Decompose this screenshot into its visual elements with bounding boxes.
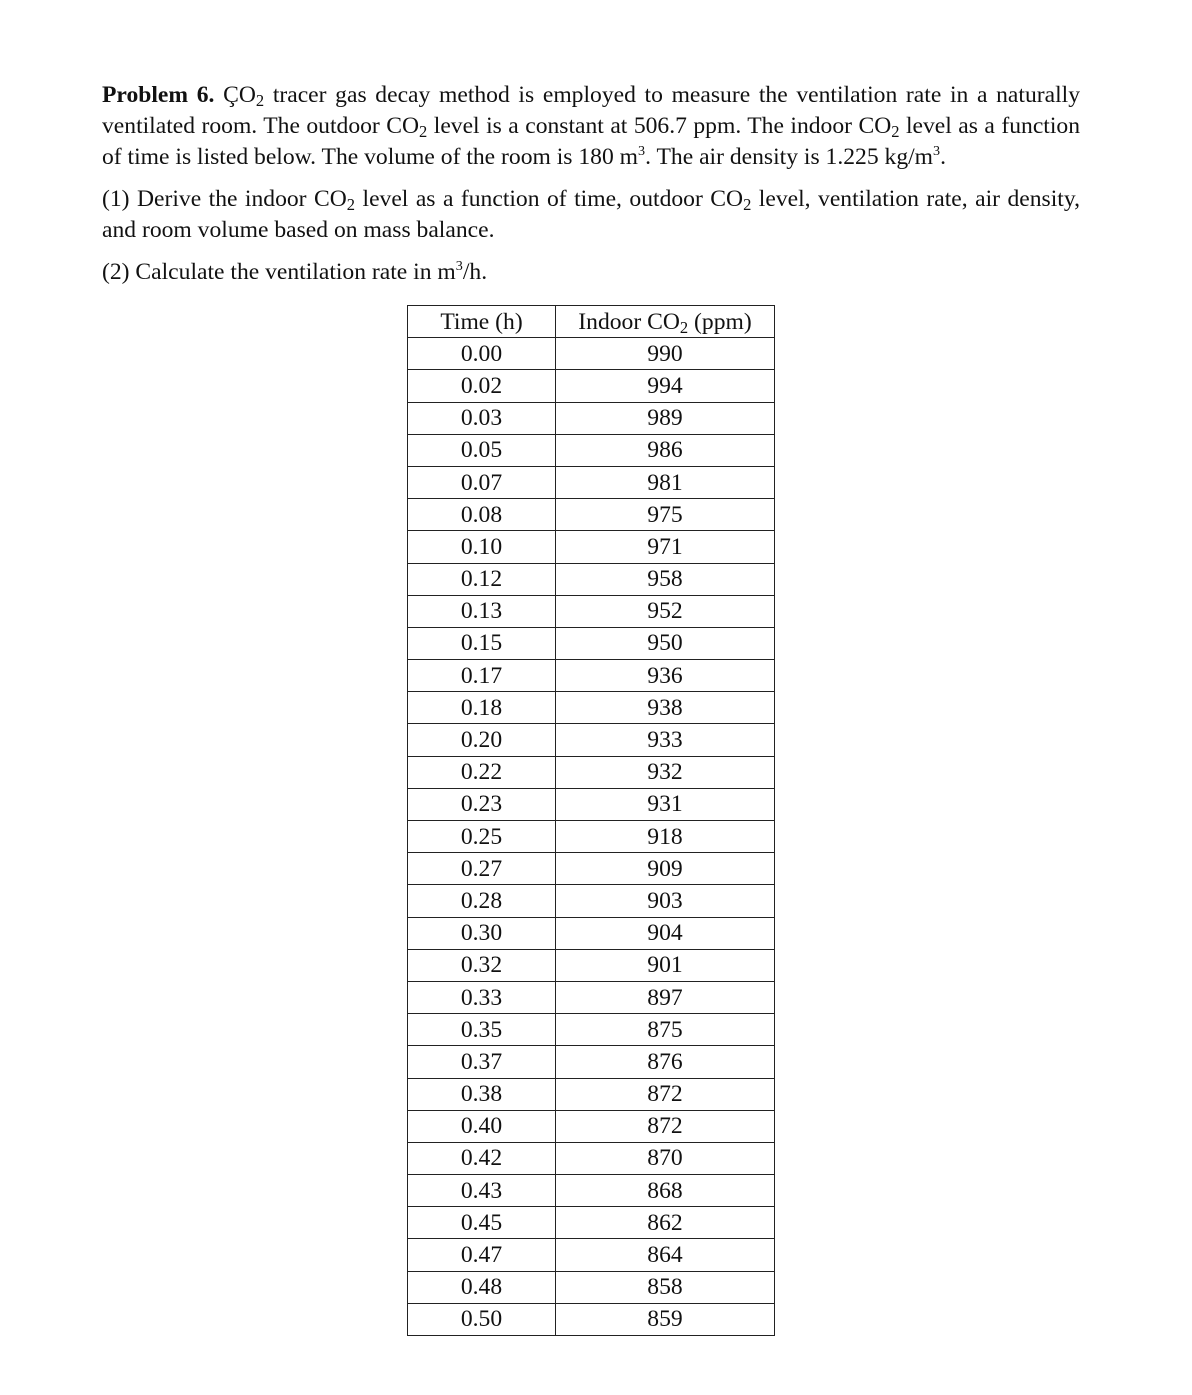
time-cell: 0.08	[408, 499, 556, 531]
time-cell: 0.02	[408, 370, 556, 402]
problem-heading: Problem 6.	[102, 82, 215, 108]
time-cell: 0.30	[408, 917, 556, 949]
time-cell: 0.05	[408, 434, 556, 466]
co2-cell: 904	[556, 917, 775, 949]
table-row	[408, 1175, 775, 1207]
table-row	[408, 1271, 775, 1303]
time-cell: 0.35	[408, 1014, 556, 1046]
co2-cell: 981	[556, 466, 775, 498]
table-row	[408, 1110, 775, 1142]
co2-cell: 868	[556, 1175, 775, 1207]
co2-cell: 933	[556, 724, 775, 756]
table-row	[408, 981, 775, 1013]
time-cell: 0.20	[408, 724, 556, 756]
co2-cell: 932	[556, 756, 775, 788]
header-indoor-co2: Indoor $CO_2$ (ppm)	[556, 306, 775, 338]
time-cell: 0.00	[408, 338, 556, 370]
part-1-question: (1) Derive the indoor $CO_2$ level as a function of time, outdoor $CO_2$ level, ventilation rate, air density, and room volume based on mass balance.	[102, 186, 1080, 243]
table-row	[408, 821, 775, 853]
time-cell: 0.12	[408, 563, 556, 595]
table-row	[408, 885, 775, 917]
co2-cell: 909	[556, 853, 775, 885]
table-row	[408, 434, 775, 466]
time-cell: 0.38	[408, 1078, 556, 1110]
table-row	[408, 1303, 775, 1335]
table-row	[408, 1207, 775, 1239]
time-cell: 0.32	[408, 949, 556, 981]
co2-cell: 989	[556, 402, 775, 434]
time-cell: 0.27	[408, 853, 556, 885]
co2-cell: 994	[556, 370, 775, 402]
co2-cell: 859	[556, 1303, 775, 1335]
time-cell: 0.28	[408, 885, 556, 917]
table-row	[408, 595, 775, 627]
table-row	[408, 338, 775, 370]
table-row	[408, 1239, 775, 1271]
time-cell: 0.13	[408, 595, 556, 627]
co2-cell: 872	[556, 1078, 775, 1110]
table-row	[408, 949, 775, 981]
co2-cell: 897	[556, 981, 775, 1013]
co2-cell: 872	[556, 1110, 775, 1142]
co2-cell: 876	[556, 1046, 775, 1078]
co2-cell: 938	[556, 692, 775, 724]
time-cell: 0.50	[408, 1303, 556, 1335]
table-row	[408, 1142, 775, 1174]
co2-cell: 931	[556, 788, 775, 820]
time-cell: 0.25	[408, 821, 556, 853]
table-row	[408, 692, 775, 724]
table-row	[408, 1014, 775, 1046]
table-header-row	[408, 306, 775, 338]
problem-statement: Problem 6. $ÇO_2$ tracer gas decay method is employed to measure the ventilation rate in a naturally ventilated room. The outdoor $CO_2$ level is a constant at 506.7 ppm. The indoor $CO_2$ level as a function of time is listed below. The volume of the room is 180 $m^3$. The air density is 1.225 $kg/m^3$.	[102, 82, 1080, 170]
table-row	[408, 402, 775, 434]
co2-cell: 986	[556, 434, 775, 466]
table-row	[408, 756, 775, 788]
co2-cell: 858	[556, 1271, 775, 1303]
table-row	[408, 788, 775, 820]
co2-cell: 952	[556, 595, 775, 627]
time-cell: 0.45	[408, 1207, 556, 1239]
time-cell: 0.48	[408, 1271, 556, 1303]
table-row	[408, 563, 775, 595]
co2-cell: 975	[556, 499, 775, 531]
time-cell: 0.23	[408, 788, 556, 820]
problem-text	[102, 80, 1080, 288]
co2-cell: 864	[556, 1239, 775, 1271]
table-row	[408, 724, 775, 756]
table-row	[408, 660, 775, 692]
time-cell: 0.37	[408, 1046, 556, 1078]
table-row	[408, 917, 775, 949]
table-row	[408, 531, 775, 563]
time-cell: 0.43	[408, 1175, 556, 1207]
table-row	[408, 1046, 775, 1078]
time-cell: 0.10	[408, 531, 556, 563]
time-cell: 0.40	[408, 1110, 556, 1142]
time-cell: 0.17	[408, 660, 556, 692]
co2-cell: 936	[556, 660, 775, 692]
table-row	[408, 627, 775, 659]
co2-cell: 958	[556, 563, 775, 595]
time-cell: 0.33	[408, 981, 556, 1013]
co2-cell: 903	[556, 885, 775, 917]
co2-cell: 971	[556, 531, 775, 563]
time-cell: 0.18	[408, 692, 556, 724]
table-row	[408, 370, 775, 402]
table-row	[408, 466, 775, 498]
table-row	[408, 853, 775, 885]
time-cell: 0.42	[408, 1142, 556, 1174]
header-time: Time (h)	[408, 306, 556, 338]
co2-cell: 918	[556, 821, 775, 853]
time-cell: 0.03	[408, 402, 556, 434]
co2-cell: 990	[556, 338, 775, 370]
table-row	[408, 1078, 775, 1110]
co2-cell: 950	[556, 627, 775, 659]
co2-cell: 862	[556, 1207, 775, 1239]
co2-cell: 901	[556, 949, 775, 981]
time-cell: 0.15	[408, 627, 556, 659]
table-row	[408, 499, 775, 531]
co2-data-table	[407, 305, 775, 1336]
table-body	[408, 338, 775, 1336]
part-2-question: (2) Calculate the ventilation rate in $m^3/h$.	[102, 258, 488, 285]
time-cell: 0.07	[408, 466, 556, 498]
time-cell: 0.47	[408, 1239, 556, 1271]
time-cell: 0.22	[408, 756, 556, 788]
co2-cell: 875	[556, 1014, 775, 1046]
co2-cell: 870	[556, 1142, 775, 1174]
